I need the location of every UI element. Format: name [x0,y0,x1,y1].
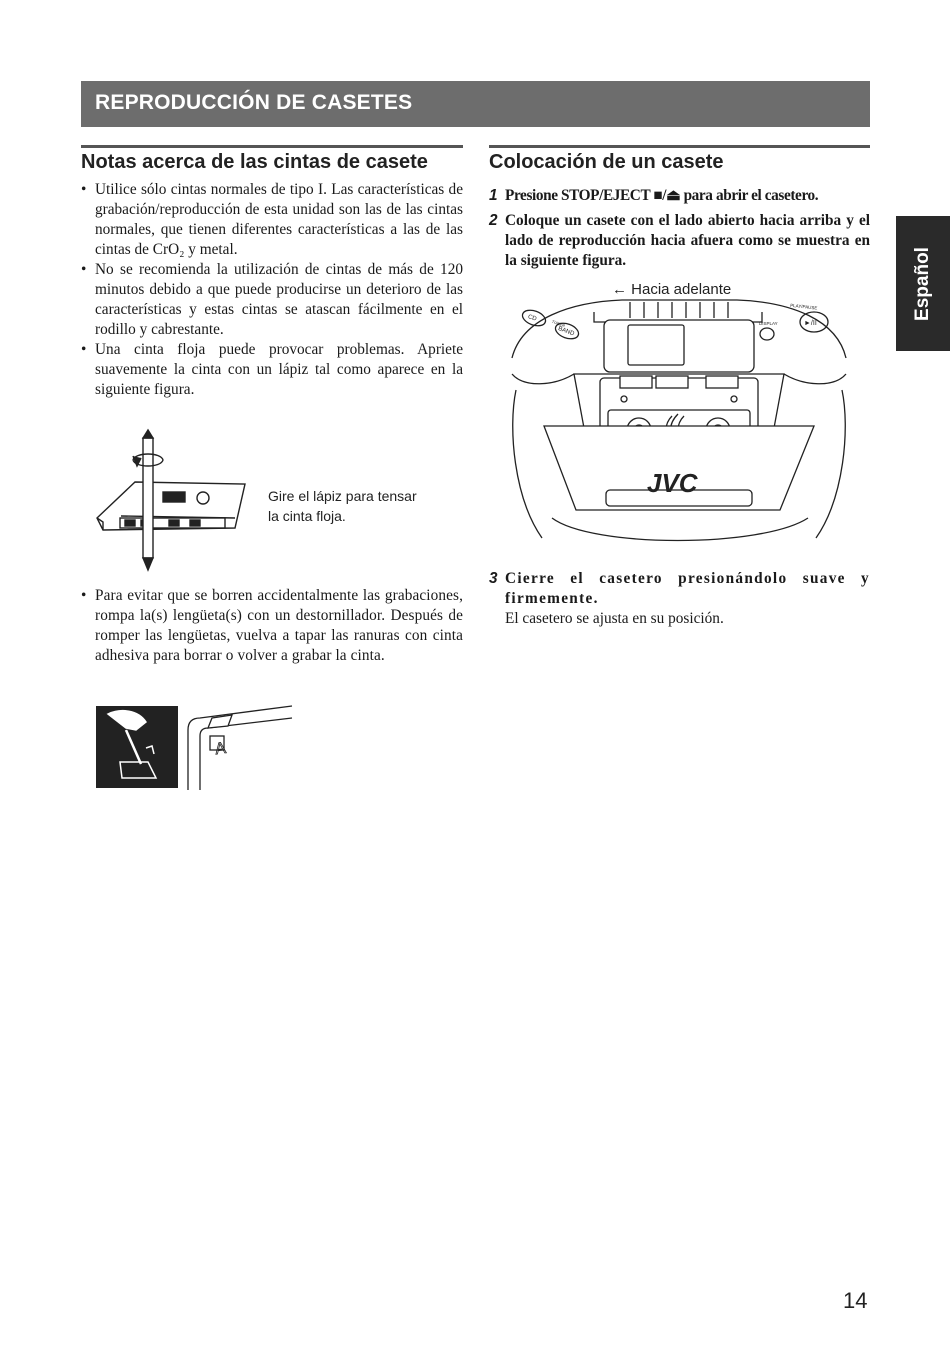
step-number: 2 [489,212,498,229]
play-pause-button-label: PLAY/PAUSE [789,302,818,311]
page-number: 14 [843,1288,868,1313]
step-text: Coloque un casete con el lado abierto hacia arriba y el lado de reproducción hacia afuera como se muestra en la siguiente figura. [505,212,870,269]
tape-notes-heading: Notas acerca de las cintas de casete [81,151,428,173]
pencil-cassette-figure [95,430,255,575]
pencil-caption-line-2: la cinta floja. [268,508,346,524]
tape-note-item: • Una cinta floja puede provocar problemas. Apriete suavemente la cinta con un lápiz tal como aparece en la siguiente figura. [81,340,463,400]
step-text: Cierre el casetero presionándolo suave y firmemente. [505,570,870,607]
step-number: 3 [489,570,498,587]
forward-direction-label: ← Hacia adelante [612,281,732,298]
display-button-label: DISPLAY [759,321,778,326]
tuner-button-label: TUNER [551,318,566,329]
band-button-label: BAND [557,326,575,338]
tape-note-item: • No se recomienda la utilización de cintas de más de 120 minutos debido a que puede producirse un deterioro de las características y estas cintas se atascan fácilmente en el rodillo y cabrestante. [81,260,463,340]
tape-note-item: • Para evitar que se borren accidentalmente las grabaciones, rompa la(s) lengüeta(s) con un destornillador. Después de romper las lengüetas, vuelva a tapar las ranuras con cinta adhesiva para borrar o volver a grabar la cinta. [81,586,463,666]
tab-break-figure [96,700,296,795]
tape-note-item: • Utilice sólo cintas normales de tipo I. Las características de grabación/reproducción de esta unidad son las de las cintas normales, que tienen diferentes características a las de las cintas de CrO₂ y metal. [81,180,463,260]
boombox-figure [512,278,847,553]
section-title: REPRODUCCIÓN DE CASETES [95,91,413,114]
step-2 [489,211,870,271]
language-tab [896,216,950,351]
play-pause-symbol: ►/II [804,320,817,327]
erase-protection-list [81,586,463,666]
insert-cassette-heading: Colocación de un casete [489,151,724,173]
tape-notes-list [81,180,463,400]
language-tab-label: Español [912,246,933,321]
jvc-logo: JVC [647,468,698,498]
pencil-caption-line-1: Gire el lápiz para tensar [268,488,417,504]
step-subtext: El casetero se ajusta en su posición. [505,610,724,627]
step-number: 1 [489,187,498,204]
tab-label-a: A [214,739,227,759]
step-3 [489,569,870,629]
cd-button-label: CD [526,314,538,323]
step-text: Presione STOP/EJECT ■/⏏ para abrir el casetero. [505,187,819,204]
section-banner [81,81,870,127]
left-column-rule [81,145,463,148]
right-column-rule [489,145,870,148]
step-1 [489,186,870,206]
